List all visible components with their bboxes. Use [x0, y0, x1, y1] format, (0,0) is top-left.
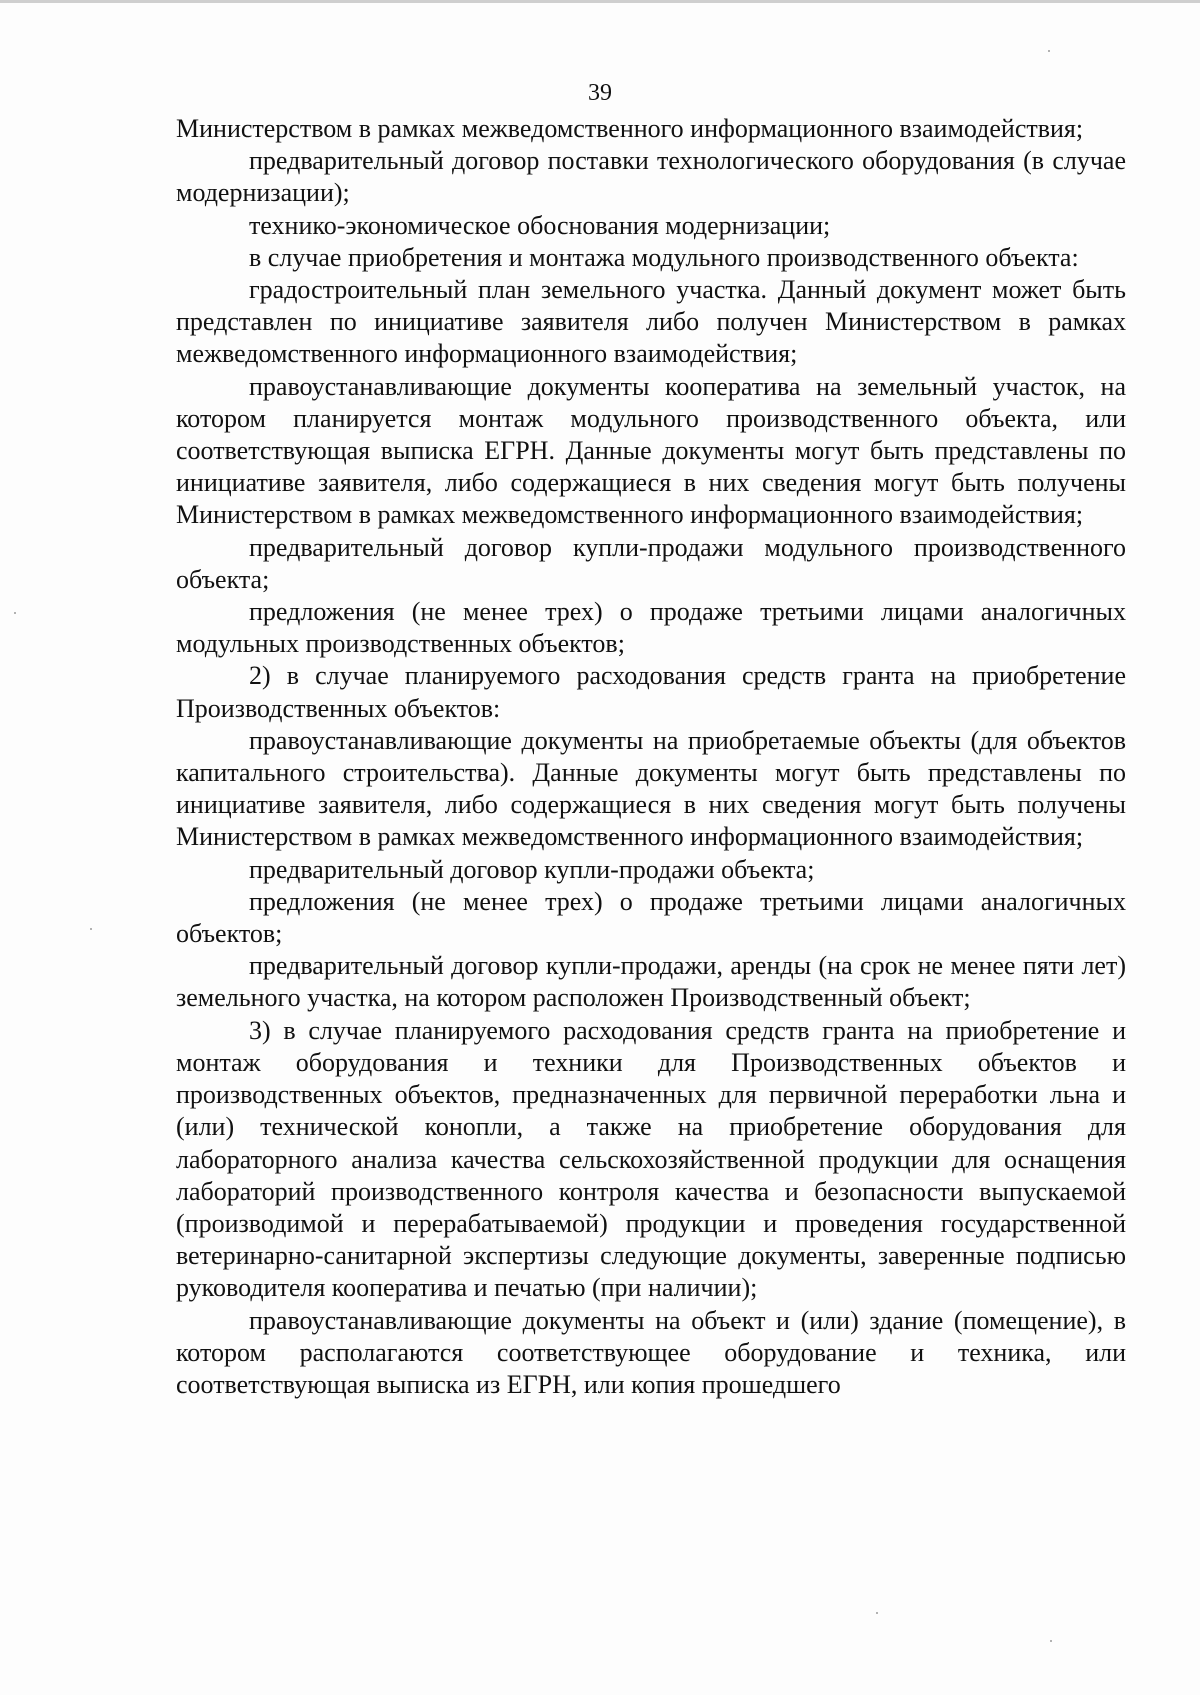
paragraph: правоустанавливающие документы на объект и (или) здание (помещение), в котором располагаются соответствующее оборудование и техника, или соответствующая выписка из ЕГРН, или копия прошедшего	[176, 1305, 1126, 1399]
scan-speck	[1050, 1640, 1052, 1642]
paragraph: предварительный договор поставки технологического оборудования (в случае модернизации);	[176, 146, 1126, 208]
paragraph: 2) в случае планируемого расходования средств гранта на приобретение Производственных объектов:	[176, 661, 1126, 723]
paragraph: предложения (не менее трех) о продаже третьими лицами аналогичных объектов;	[176, 886, 1126, 949]
scan-speck	[14, 612, 16, 614]
paragraph: предварительный договор купли-продажи объекта;	[249, 854, 815, 884]
scan-edge	[0, 0, 1200, 3]
paragraph: предложения (не менее трех) о продаже третьими лицами аналогичных модульных производственных объектов;	[176, 597, 1126, 659]
paragraph: Министерством в рамках межведомственного информационного взаимодействия;	[176, 114, 1084, 143]
scan-speck	[90, 928, 92, 930]
paragraph: предварительный договор купли-продажи, аренды (на срок не менее пяти лет) земельного участка, на котором расположен Производственный объект;	[176, 951, 1126, 1013]
document-body	[176, 113, 1126, 1401]
scan-speck	[1048, 50, 1050, 52]
page-number: 39	[588, 80, 612, 106]
paragraph: предварительный договор купли-продажи модульного производственного объекта;	[176, 532, 1126, 594]
scan-speck	[876, 1612, 878, 1614]
paragraph: правоустанавливающие документы на приобретаемые объекты (для объектов капитального строительства). Данные документы могут быть представлены по инициативе заявителя, либо содержащиеся в них сведения могут быть получены Министерством в рамках межведомственного информационного взаимодействия;	[176, 725, 1126, 852]
paragraph: правоустанавливающие документы кооператива на земельный участок, на котором планируется монтаж модульного производственного объекта, или соответствующая выписка ЕГРН. Данные документы могут быть представлены по инициативе заявителя, либо содержащиеся в них сведения могут быть получены Министерством в рамках межведомственного информационного взаимодействия;	[176, 371, 1126, 530]
paragraph: 3) в случае планируемого расходования средств гранта на приобретение и монтаж оборудования и техники для Производственных объектов и производственных объектов, предназначенных для первичной переработки льна и (или) технической конопли, а также на приобретение оборудования для лабораторного анализа качества сельскохозяйственной продукции для оснащения лабораторий производственного контроля качества и безопасности выпускаемой (производимой и перерабатываемой) продукции и проведения государственной ветеринарно-санитарной экспертизы следующие документы, заверенные подписью руководителя кооператива и печатью (при наличии);	[176, 1015, 1126, 1303]
paragraph: технико-экономическое обоснования модернизации;	[249, 210, 831, 240]
paragraph: градостроительный план земельного участка. Данный документ может быть представлен по инициативе заявителя либо получен Министерством в рамках межведомственного информационного взаимодействия;	[176, 275, 1126, 369]
paragraph: в случае приобретения и монтажа модульного производственного объекта:	[249, 242, 1079, 272]
